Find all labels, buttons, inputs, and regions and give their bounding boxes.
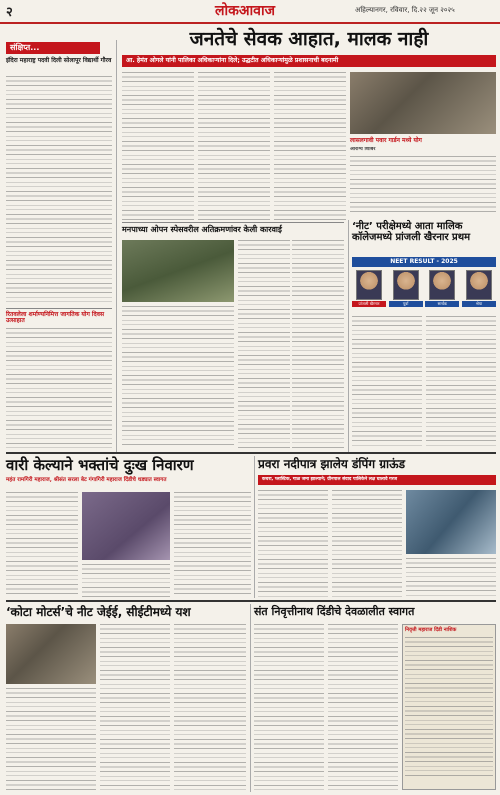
nivrutti-box [402,624,496,790]
yoga-title: लासलगावी पवार गार्डन मध्ये योग [350,137,422,144]
page-number: २ [6,5,13,20]
kota-photo [6,624,96,684]
student-photo [393,270,419,300]
column-rule [254,456,255,598]
encroachment-body-1 [238,240,290,448]
student-name: पूर्वा [389,301,423,307]
pravara-body-2 [332,490,402,597]
column-rule [250,604,251,792]
encroachment-body-3 [122,306,234,448]
main-story-body-3 [274,72,346,222]
kota-body-2 [174,624,246,790]
nivrutti-body-2 [328,624,398,790]
brief2-body [6,328,112,448]
student-card [352,270,386,312]
nivrutti-body-1 [254,624,324,790]
student-name: श्रेया [462,301,496,307]
wari-body-1 [6,492,78,597]
neet-body-2 [426,316,496,448]
main-story-body-2 [198,72,270,222]
wari-photo [82,492,170,560]
student-card [389,270,423,312]
student-name: प्रांजली खैरनार [352,301,386,307]
masthead: लोकआवाज [215,3,275,19]
neet-students [352,270,496,312]
nivrutti-box-body [405,637,493,779]
main-story-photo [350,72,496,134]
student-photo [429,270,455,300]
dateline: अहिल्यानगर, रविवार, दि.२२ जून २०२५ [355,6,455,14]
kota-headline: ‘कोटा मोटर्स’चे नीट जेईई, सीईटीमध्ये यश [6,605,191,619]
nivrutti-box-title: निवृत्ती महाराज दिंडी नाशिक [405,627,457,633]
column-rule [348,220,349,452]
pravara-subheadline: कचरा, प्लास्टिक, गाळ जमा झाल्याने; ग्रीनपाल संवाद पालिकेने लक्ष घालावे गरज [258,475,496,485]
student-photo [466,270,492,300]
pravara-body-3 [406,558,496,597]
kota-body-3 [6,688,96,790]
student-name: सार्थक [425,301,459,307]
yoga-body [350,156,496,216]
pravara-photo [406,490,496,554]
yoga-subtitle: आरोग्य शिबिर [350,147,376,152]
encroachment-photo [122,240,234,302]
neet-banner: NEET RESULT - 2025 [352,257,496,267]
wari-subheadline: महंत रामगिरी महाराज, श्रीसंत सरला बेट गंगागिरी महाराज दिंडीचे धड्यात स्वागत [6,477,167,483]
wari-body-2 [174,492,251,597]
main-story-body-1 [122,72,194,222]
section-title: संक्षिप्त... [6,42,100,54]
student-card [425,270,459,312]
section-divider [6,452,496,454]
neet-headline: ‘नीट’ परीक्षेमध्ये आता मालिक कॉलेजमध्ये प्रांजली खैरनार प्रथम [352,221,471,243]
nivrutti-headline: संत निवृत्तीनाथ दिंडीचे देवळालीत स्वागत [254,605,415,618]
pravara-body-1 [258,490,328,597]
wari-body-3 [82,564,170,597]
pravara-headline: प्रवरा नदीपात्र झालेय डंपिंग ग्राऊंड [258,457,406,471]
encroachment-body-2 [292,240,344,448]
wari-headline: वारी केल्याने भक्तांचे दुःख निवारण [6,456,194,474]
main-subheadline: आ. हेमंत ओगले यांनी पालिका अधिकाऱ्यांना दिले; उद्धटीत अधिकाऱ्यांमुळे प्रशासनाची बदनामी [122,55,496,67]
brief1-title: इंदिरा महाराष्ट्र पदवी दिली सोलापूर विद्यार्थी गौरव [6,57,112,64]
divider [122,222,344,223]
student-card [462,270,496,312]
divider [6,308,112,309]
section-divider [6,600,496,602]
encroachment-headline: मनपाच्या ओपन स्पेसवरील अतिक्रमणांवर केली कारवाई [122,225,282,234]
brief2-title: रितवलेला शर्माण्यनिमित्त जागतिक योग दिवस उत्साहात [6,311,105,325]
neet-body-1 [352,316,422,448]
student-photo [356,270,382,300]
brief1-body [6,76,112,306]
kota-body-1 [100,624,170,790]
column-rule [116,40,117,452]
main-headline: जनतेचे सेवक आहात, मालक नाही [189,28,429,50]
